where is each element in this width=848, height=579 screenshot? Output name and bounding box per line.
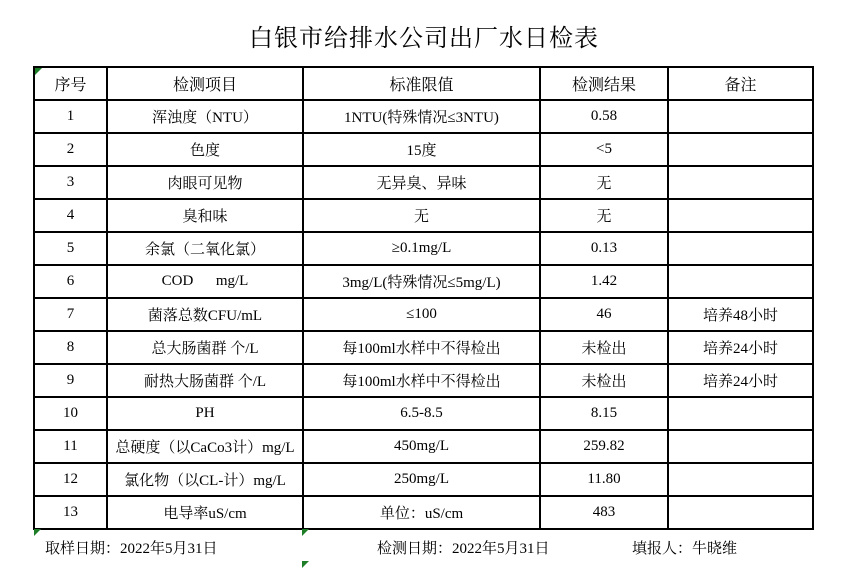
cell-remark <box>668 133 813 166</box>
cell-no: 8 <box>34 331 107 364</box>
cell-remark <box>668 199 813 232</box>
excel-flag-icon <box>34 529 41 536</box>
cell-item: COD mg/L <box>107 265 303 298</box>
table-header <box>34 67 813 100</box>
cell-item: 总大肠菌群 个/L <box>107 331 303 364</box>
cell-remark <box>668 232 813 265</box>
cell-no: 2 <box>34 133 107 166</box>
cell-no: 13 <box>34 496 107 529</box>
table-row <box>34 364 813 397</box>
table-row <box>34 232 813 265</box>
cell-result: 46 <box>540 298 668 331</box>
cell-result: 0.13 <box>540 232 668 265</box>
cell-standard: ≤100 <box>303 298 540 331</box>
cell-remark: 培养24小时 <box>668 331 813 364</box>
cell-standard: 6.5-8.5 <box>303 397 540 430</box>
cell-standard: 250mg/L <box>303 463 540 496</box>
cell-item: 浑浊度（NTU） <box>107 100 303 133</box>
cell-item: 总硬度（以CaCo3计）mg/L <box>107 430 303 463</box>
table-row <box>34 100 813 133</box>
cell-result: 8.15 <box>540 397 668 430</box>
cell-no: 11 <box>34 430 107 463</box>
cell-standard: 每100ml水样中不得检出 <box>303 331 540 364</box>
page-title: 白银市给排水公司出厂水日检表 <box>249 26 599 52</box>
cell-remark <box>668 397 813 430</box>
header-result: 检测结果 <box>540 67 668 100</box>
excel-flag-icon <box>302 529 309 536</box>
cell-standard: 3mg/L(特殊情况≤5mg/L) <box>303 265 540 298</box>
cell-item: 肉眼可见物 <box>107 166 303 199</box>
cell-remark <box>668 463 813 496</box>
cell-item: 余氯（二氧化氯） <box>107 232 303 265</box>
cell-standard: 1NTU(特殊情况≤3NTU) <box>303 100 540 133</box>
cell-item: 电导率uS/cm <box>107 496 303 529</box>
table-row <box>34 331 813 364</box>
header-standard: 标准限值 <box>303 67 540 100</box>
excel-flag-icon <box>302 561 309 568</box>
cell-item: 耐热大肠菌群 个/L <box>107 364 303 397</box>
table-row <box>34 496 813 529</box>
cell-remark: 培养48小时 <box>668 298 813 331</box>
table-row <box>34 430 813 463</box>
header-row <box>34 67 813 100</box>
cell-item: 菌落总数CFU/mL <box>107 298 303 331</box>
cell-item: 色度 <box>107 133 303 166</box>
cell-result: 483 <box>540 496 668 529</box>
cell-item: 臭和味 <box>107 199 303 232</box>
header-item: 检测项目 <box>107 67 303 100</box>
cell-result: 0.58 <box>540 100 668 133</box>
cell-remark <box>668 100 813 133</box>
cell-remark: 培养24小时 <box>668 364 813 397</box>
table-row <box>34 199 813 232</box>
cell-result: 无 <box>540 199 668 232</box>
cell-no: 4 <box>34 199 107 232</box>
cell-remark <box>668 496 813 529</box>
header-remark: 备注 <box>668 67 813 100</box>
cell-standard: 15度 <box>303 133 540 166</box>
cell-item: PH <box>107 397 303 430</box>
cell-result: 未检出 <box>540 331 668 364</box>
cell-standard: 无异臭、异味 <box>303 166 540 199</box>
cell-standard: 每100ml水样中不得检出 <box>303 364 540 397</box>
cell-item: 氯化物（以CL-计）mg/L <box>107 463 303 496</box>
test-date-label: 检测日期：2022年5月31日 <box>377 541 550 557</box>
cell-remark <box>668 166 813 199</box>
cell-result: 无 <box>540 166 668 199</box>
cell-remark <box>668 430 813 463</box>
inspection-table <box>33 66 814 530</box>
cell-no: 9 <box>34 364 107 397</box>
cell-no: 12 <box>34 463 107 496</box>
table-row <box>34 463 813 496</box>
table-row <box>34 133 813 166</box>
table-body <box>34 100 813 529</box>
cell-result: 11.80 <box>540 463 668 496</box>
cell-result: 未检出 <box>540 364 668 397</box>
cell-result: 1.42 <box>540 265 668 298</box>
cell-no: 6 <box>34 265 107 298</box>
sampling-date-label: 取样日期：2022年5月31日 <box>45 541 218 557</box>
cell-no: 3 <box>34 166 107 199</box>
cell-standard: 单位：uS/cm <box>303 496 540 529</box>
cell-standard: 无 <box>303 199 540 232</box>
reporter-label: 填报人：牛晓维 <box>632 541 738 557</box>
cell-no: 5 <box>34 232 107 265</box>
cell-no: 1 <box>34 100 107 133</box>
table-row <box>34 397 813 430</box>
table-row <box>34 166 813 199</box>
cell-result: 259.82 <box>540 430 668 463</box>
cell-no: 7 <box>34 298 107 331</box>
cell-no: 10 <box>34 397 107 430</box>
cell-result: <5 <box>540 133 668 166</box>
table-row <box>34 265 813 298</box>
header-no: 序号 <box>34 67 107 100</box>
cell-remark <box>668 265 813 298</box>
cell-standard: 450mg/L <box>303 430 540 463</box>
table-row <box>34 298 813 331</box>
cell-standard: ≥0.1mg/L <box>303 232 540 265</box>
